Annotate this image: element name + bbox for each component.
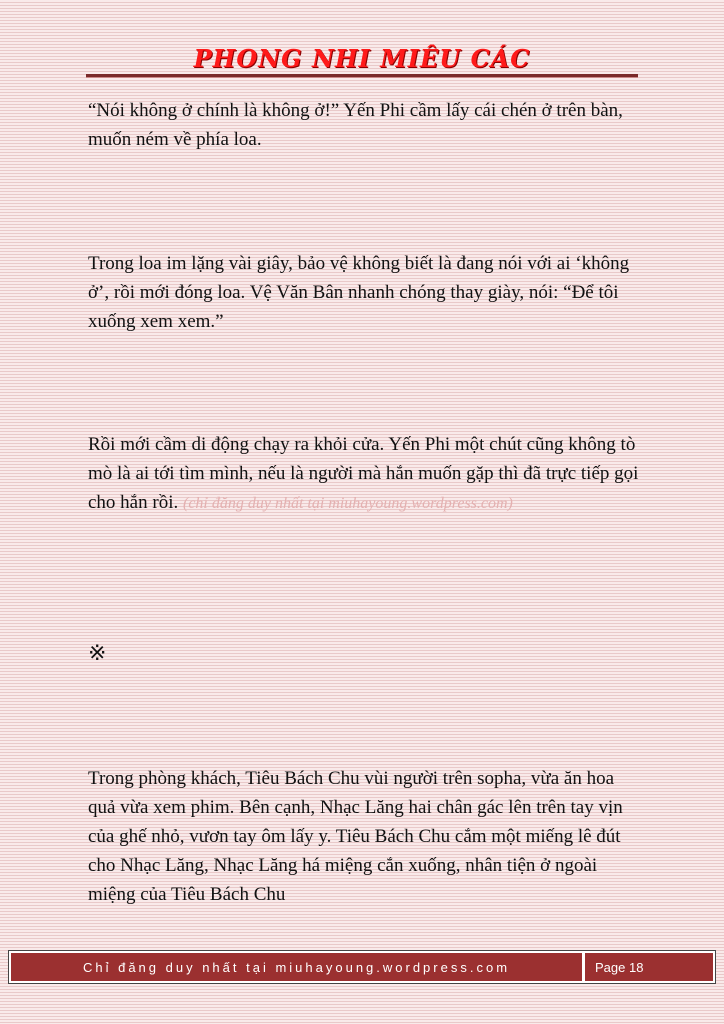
- paragraph-1-text: “Nói không ở chính là không ở!” Yến Phi cầm lấy cái chén ở trên bàn, muốn ném về phía loa.: [88, 100, 623, 150]
- paragraph-3-text: Rồi mới cầm di động chạy ra khỏi cửa. Yến Phi một chút cũng không tò mò là ai tới tìm mình, nếu là người mà hắn muốn gặp thì đã trực tiếp gọi cho hắn rồi.: [88, 434, 639, 513]
- section-separator: ※: [88, 640, 107, 665]
- paragraph-3-body: [88, 430, 640, 518]
- footer-site-text: Chỉ đăng duy nhất tại miuhayoung.wordpress.com: [11, 953, 582, 981]
- paragraph-2: [88, 249, 640, 336]
- footer-page-number: Page 18: [585, 953, 713, 981]
- page-footer: [8, 950, 716, 984]
- paragraph-3: [88, 430, 640, 518]
- paragraph-2-text: Trong loa im lặng vài giây, bảo vệ không biết là đang nói với ai ‘không ở’, rồi mới đóng loa. Vệ Văn Bân nhanh chóng thay giày, nói: “Để tôi xuống xem xem.”: [88, 253, 630, 332]
- paragraph-1: [88, 96, 640, 154]
- watermark-text: (chỉ đăng duy nhất tại miuhayoung.wordpress.com): [182, 495, 513, 512]
- paragraph-4: [88, 764, 640, 909]
- page-header-title: PHONG NHI MIÊU CÁC: [193, 44, 531, 73]
- header-divider: [86, 74, 638, 78]
- paragraph-4-text: Trong phòng khách, Tiêu Bách Chu vùi người trên sopha, vừa ăn hoa quả vừa xem phim. Bên cạnh, Nhạc Lăng hai chân gác lên trên tay vịn của ghế nhỏ, vươn tay ôm lấy y. Tiêu Bách Chu cắm một miếng lê đút cho Nhạc Lăng, Nhạc Lăng há miệng cắn xuống, nhân tiện ở ngoài miệng của Tiêu Bách Chu: [88, 768, 623, 905]
